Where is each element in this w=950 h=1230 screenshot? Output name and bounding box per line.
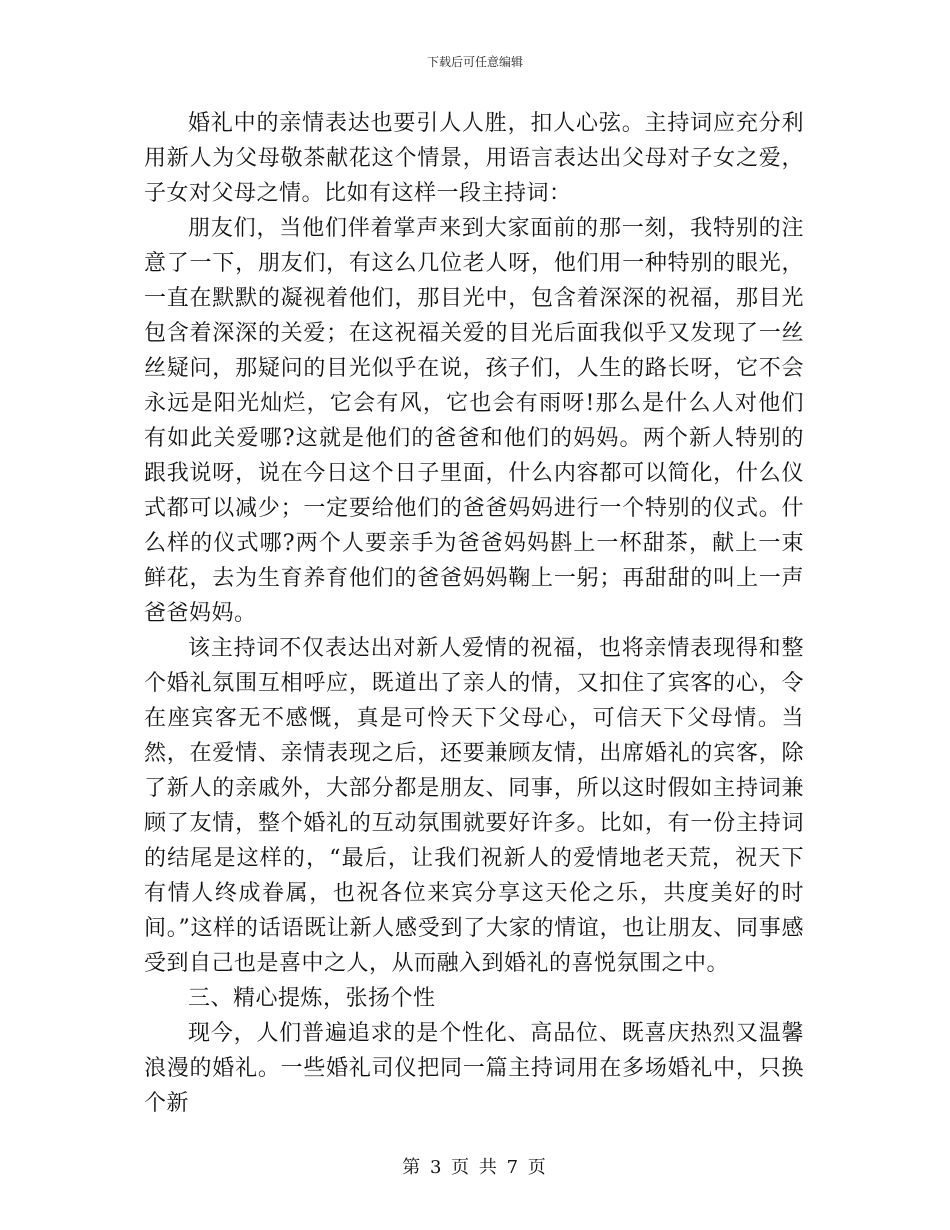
paragraph: 现今，人们普遍追求的是个性化、高品位、既喜庆热烈又温馨浪漫的婚礼。一些婚礼司仪把同一篇主持词用在多场婚礼中，只换个新 — [144, 1021, 804, 1116]
document-body — [144, 106, 804, 1121]
paragraph: 婚礼中的亲情表达也要引人人胜，扣人心弦。主持词应充分利用新人为父母敬茶献花这个情景，用语言表达出父母对子女之爱，子女对父母之情。比如有这样一段主持词： — [144, 111, 804, 206]
page-number: 第 3 页 共 7 页 — [402, 1157, 548, 1178]
paragraph: 该主持词不仅表达出对新人爱情的祝福，也将亲情表现得和整个婚礼氛围互相呼应，既道出了亲人的情，又扣住了宾客的心，令在座宾客无不感慨，真是可怜天下父母心，可信天下父母情。当然，在爱情、亲情表现之后，还要兼顾友情，出席婚礼的宾客，除了新人的亲戚外，大部分都是朋友、同事，所以这时假如主持词兼顾了友情，整个婚礼的互动氛围就要好许多。比如，有一份主持词的结尾是这样的，“最后，让我们祝新人的爱情地老天荒，祝天下有情人终成眷属，也祝各位来宾分享这天伦之乐，共度美好的时间。”这样的话语既让新人感受到了大家的情谊，也让朋友、同事感受到自己也是喜中之人，从而融入到婚礼的喜悦氛围之中。 — [144, 636, 804, 976]
page-header: 下载后可任意编辑 — [426, 55, 523, 69]
section-heading: 三、精心提炼，张扬个性 — [188, 986, 436, 1011]
paragraph: 朋友们，当他们伴着掌声来到大家面前的那一刻，我特别的注意了一下，朋友们，有这么几位老人呀，他们用一种特别的眼光，一直在默默的凝视着他们，那目光中，包含着深深的祝福，那目光包含着深深的关爱；在这祝福关爱的目光后面我似乎又发现了一丝丝疑问，那疑问的目光似乎在说，孩子们，人生的路长呀，它不会永远是阳光灿烂，它会有风，它也会有雨呀!那么是什么人对他们有如此关爱哪?这就是他们的爸爸和他们的妈妈。两个新人特别的跟我说呀，说在今日这个日子里面，什么内容都可以简化，什么仪式都可以减少；一定要给他们的爸爸妈妈进行一个特别的仪式。什么样的仪式哪?两个人要亲手为爸爸妈妈斟上一杯甜茶，献上一束鲜花，去为生育养育他们的爸爸妈妈鞠上一躬；再甜甜的叫上一声爸爸妈妈。 — [144, 216, 804, 626]
